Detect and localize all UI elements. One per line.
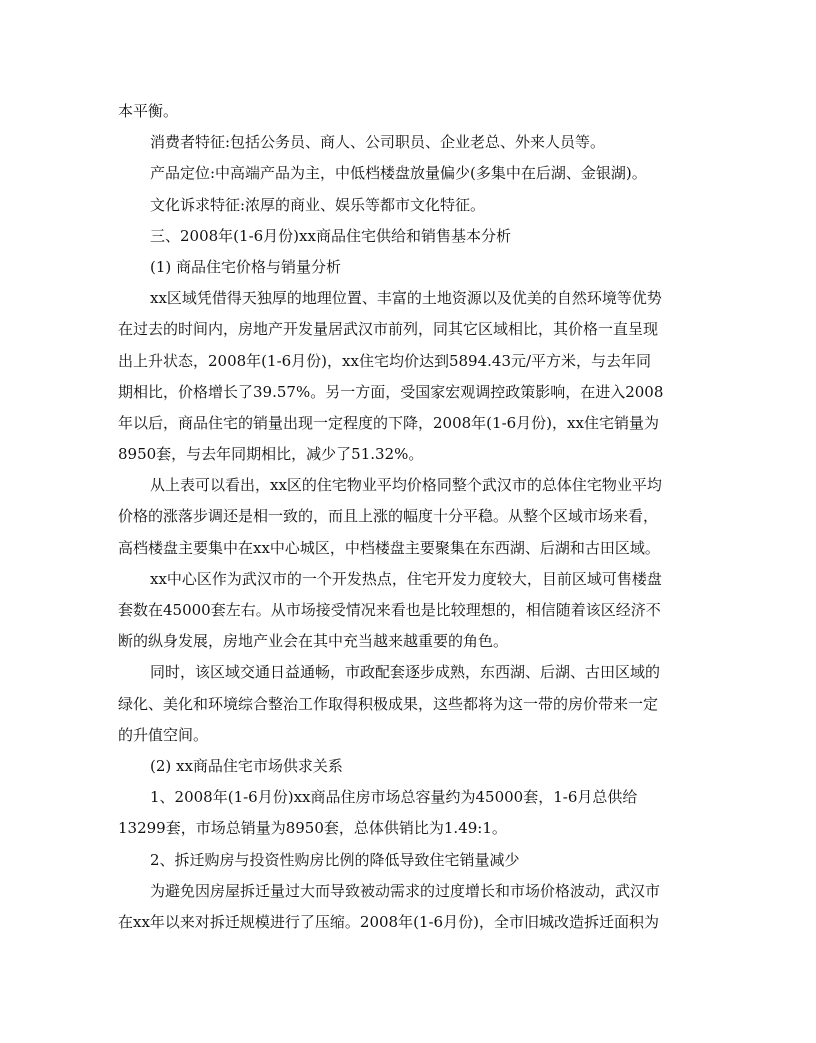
text-line: xx区域凭借得天独厚的地理位置、丰富的土地资源以及优美的自然环境等优势: [150, 289, 662, 308]
text-line: 同时，该区域交通日益通畅，市政配套逐步成熟，东西湖、后湖、古田区域的: [150, 663, 661, 682]
text-line: 高档楼盘主要集中在xx中心城区，中档楼盘主要聚集在东西湖、后湖和古田区域。: [118, 538, 660, 557]
text-line: 产品定位:中高端产品为主，中低档楼盘放量偏少(多集中在后湖、金银湖)。: [150, 164, 647, 183]
text-line: 8950套，与去年同期相比，减少了51.32%。: [118, 445, 424, 464]
text-line: 本平衡。: [118, 102, 179, 120]
subsection-heading: (1) 商品住宅价格与销量分析: [150, 257, 342, 276]
text-line: 绿化、美化和环境综合整治工作取得积极成果，这些都将为这一带的房价带来一定: [118, 694, 659, 713]
text-line: 2、拆迁购房与投资性购房比例的降低导致住宅销量减少: [150, 850, 520, 869]
text-line: 出上升状态，2008年(1-6月份)，xx住宅均价达到5894.43元/平方米，与去年同: [118, 351, 652, 370]
text-line: 断的纵身发展，房地产业会在其中充当越来越重要的角色。: [118, 632, 509, 651]
subsection-heading: (2) xx商品住宅市场供求关系: [150, 756, 343, 775]
text-line: 在xx年以来对拆迁规模进行了压缩。2008年(1-6月份)，全市旧城改造拆迁面积为: [118, 912, 659, 931]
text-line: 消费者特征:包括公务员、商人、公司职员、企业老总、外来人员等。: [150, 133, 606, 152]
section-heading: 三、2008年(1-6月份)xx商品住宅供给和销售基本分析: [150, 226, 511, 245]
text-line: 为避免因房屋拆迁量过大而导致被动需求的过度增长和市场价格波动，武汉市: [150, 881, 661, 900]
text-line: 文化诉求特征:浓厚的商业、娱乐等都市文化特征。: [150, 195, 486, 214]
text-line: 1、2008年(1-6月份)xx商品住房市场总容量约为45000套，1-6月总供给: [150, 788, 638, 807]
text-line: 期相比，价格增长了39.57%。另一方面，受国家宏观调控政策影响，在进入2008: [118, 382, 664, 401]
text-line: 在过去的时间内，房地产开发量居武汉市前列，同其它区域相比，其价格一直呈现: [118, 320, 659, 339]
text-line: 从上表可以看出，xx区的住宅物业平均价格同整个武汉市的总体住宅物业平均: [150, 476, 662, 495]
document-body: [118, 96, 698, 938]
text-line: 价格的涨落步调还是相一致的，而且上涨的幅度十分平稳。从整个区域市场来看，: [118, 507, 659, 526]
text-line: 的升值空间。: [118, 725, 209, 744]
text-line: 套数在45000套左右。从市场接受情况来看也是比较理想的，相信随着该区经济不: [118, 601, 661, 619]
text-line: 13299套，市场总销量为8950套，总体供销比为1.49:1。: [118, 819, 507, 838]
text-line: xx中心区作为武汉市的一个开发热点，住宅开发力度较大，目前区域可售楼盘: [150, 569, 662, 588]
text-line: 年以后，商品住宅的销量出现一定程度的下降，2008年(1-6月份)，xx住宅销量为: [118, 413, 659, 432]
